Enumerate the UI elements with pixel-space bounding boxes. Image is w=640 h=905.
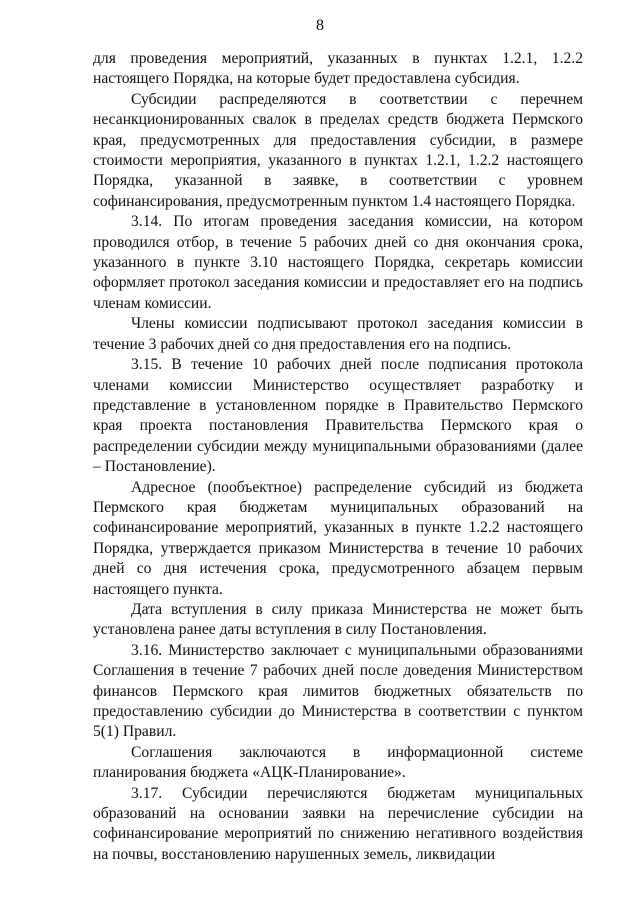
paragraph-4: Члены комиссии подписывают протокол заседания комиссии в течение 3 рабочих дней со дня предоставления его на подпись. (93, 315, 583, 353)
paragraph-7: Дата вступления в силу приказа Министерства не может быть установлена ранее даты вступления в силу Постановления. (93, 600, 583, 639)
paragraph-3-17: 3.17. Субсидии перечисляются бюджетам муниципальных образований на основании заявки на перечисление субсидии на софинансирование мероприятий по снижению негативного воздействия на почвы, восстановлению нарушенных земель, ликвидации (93, 784, 583, 863)
document-body (93, 49, 583, 865)
page-number: 8 (316, 17, 324, 34)
paragraph-9: Соглашения заключаются в информационной системе планирования бюджета «АЦК-Планирование». (93, 743, 583, 782)
paragraph-6: Адресное (пообъектное) распределение субсидий из бюджета Пермского края бюджетам муниципальных образований на софинансирование мероприятий, указанных в пункте 1.2.2 настоящего Порядка, утверждается приказом Министерства в течение 10 рабочих дней со дня истечения срока, предусмотренного абзацем первым настоящего пункта. (93, 478, 583, 598)
paragraph-3-16: 3.16. Министерство заключает с муниципальными образованиями Соглашения в течение 7 рабочих дней после доведения Министерством финансов Пермского края лимитов бюджетных обязательств по предоставлению субсидии до Министерства в соответствии с пунктом 5(1) Правил. (93, 641, 583, 741)
paragraph-3-15: 3.15. В течение 10 рабочих дней после подписания протокола членами комиссии Министерство осуществляет разработку и представление в установленном порядке в Правительство Пермского края проекта постановления Правительства Пермского края о распределении субсидии между муниципальными образованиями (далее – Постановление). (93, 356, 583, 476)
paragraph-2: Субсидии распределяются в соответствии с перечнем несанкционированных свалок в пределах средств бюджета Пермского края, предусмотренных для предоставления субсидии, в размере стоимости мероприятия, указанного в пунктах 1.2.1, 1.2.2 настоящего Порядка, указанной в заявке, в соответствии с уровнем софинансирования, предусмотренным пунктом 1.4 настоящего Порядка. (93, 90, 583, 210)
paragraph-1: для проведения мероприятий, указанных в пунктах 1.2.1, 1.2.2 настоящего Порядка, на которые будет предоставлена субсидия. (93, 50, 583, 88)
paragraph-3-14: 3.14. По итогам проведения заседания комиссии, на котором проводился отбор, в течение 5 рабочих дней со дня окончания срока, указанного в пункте 3.10 настоящего Порядка, секретарь комиссии оформляет протокол заседания комиссии и предоставляет его на подпись членам комиссии. (93, 213, 583, 312)
